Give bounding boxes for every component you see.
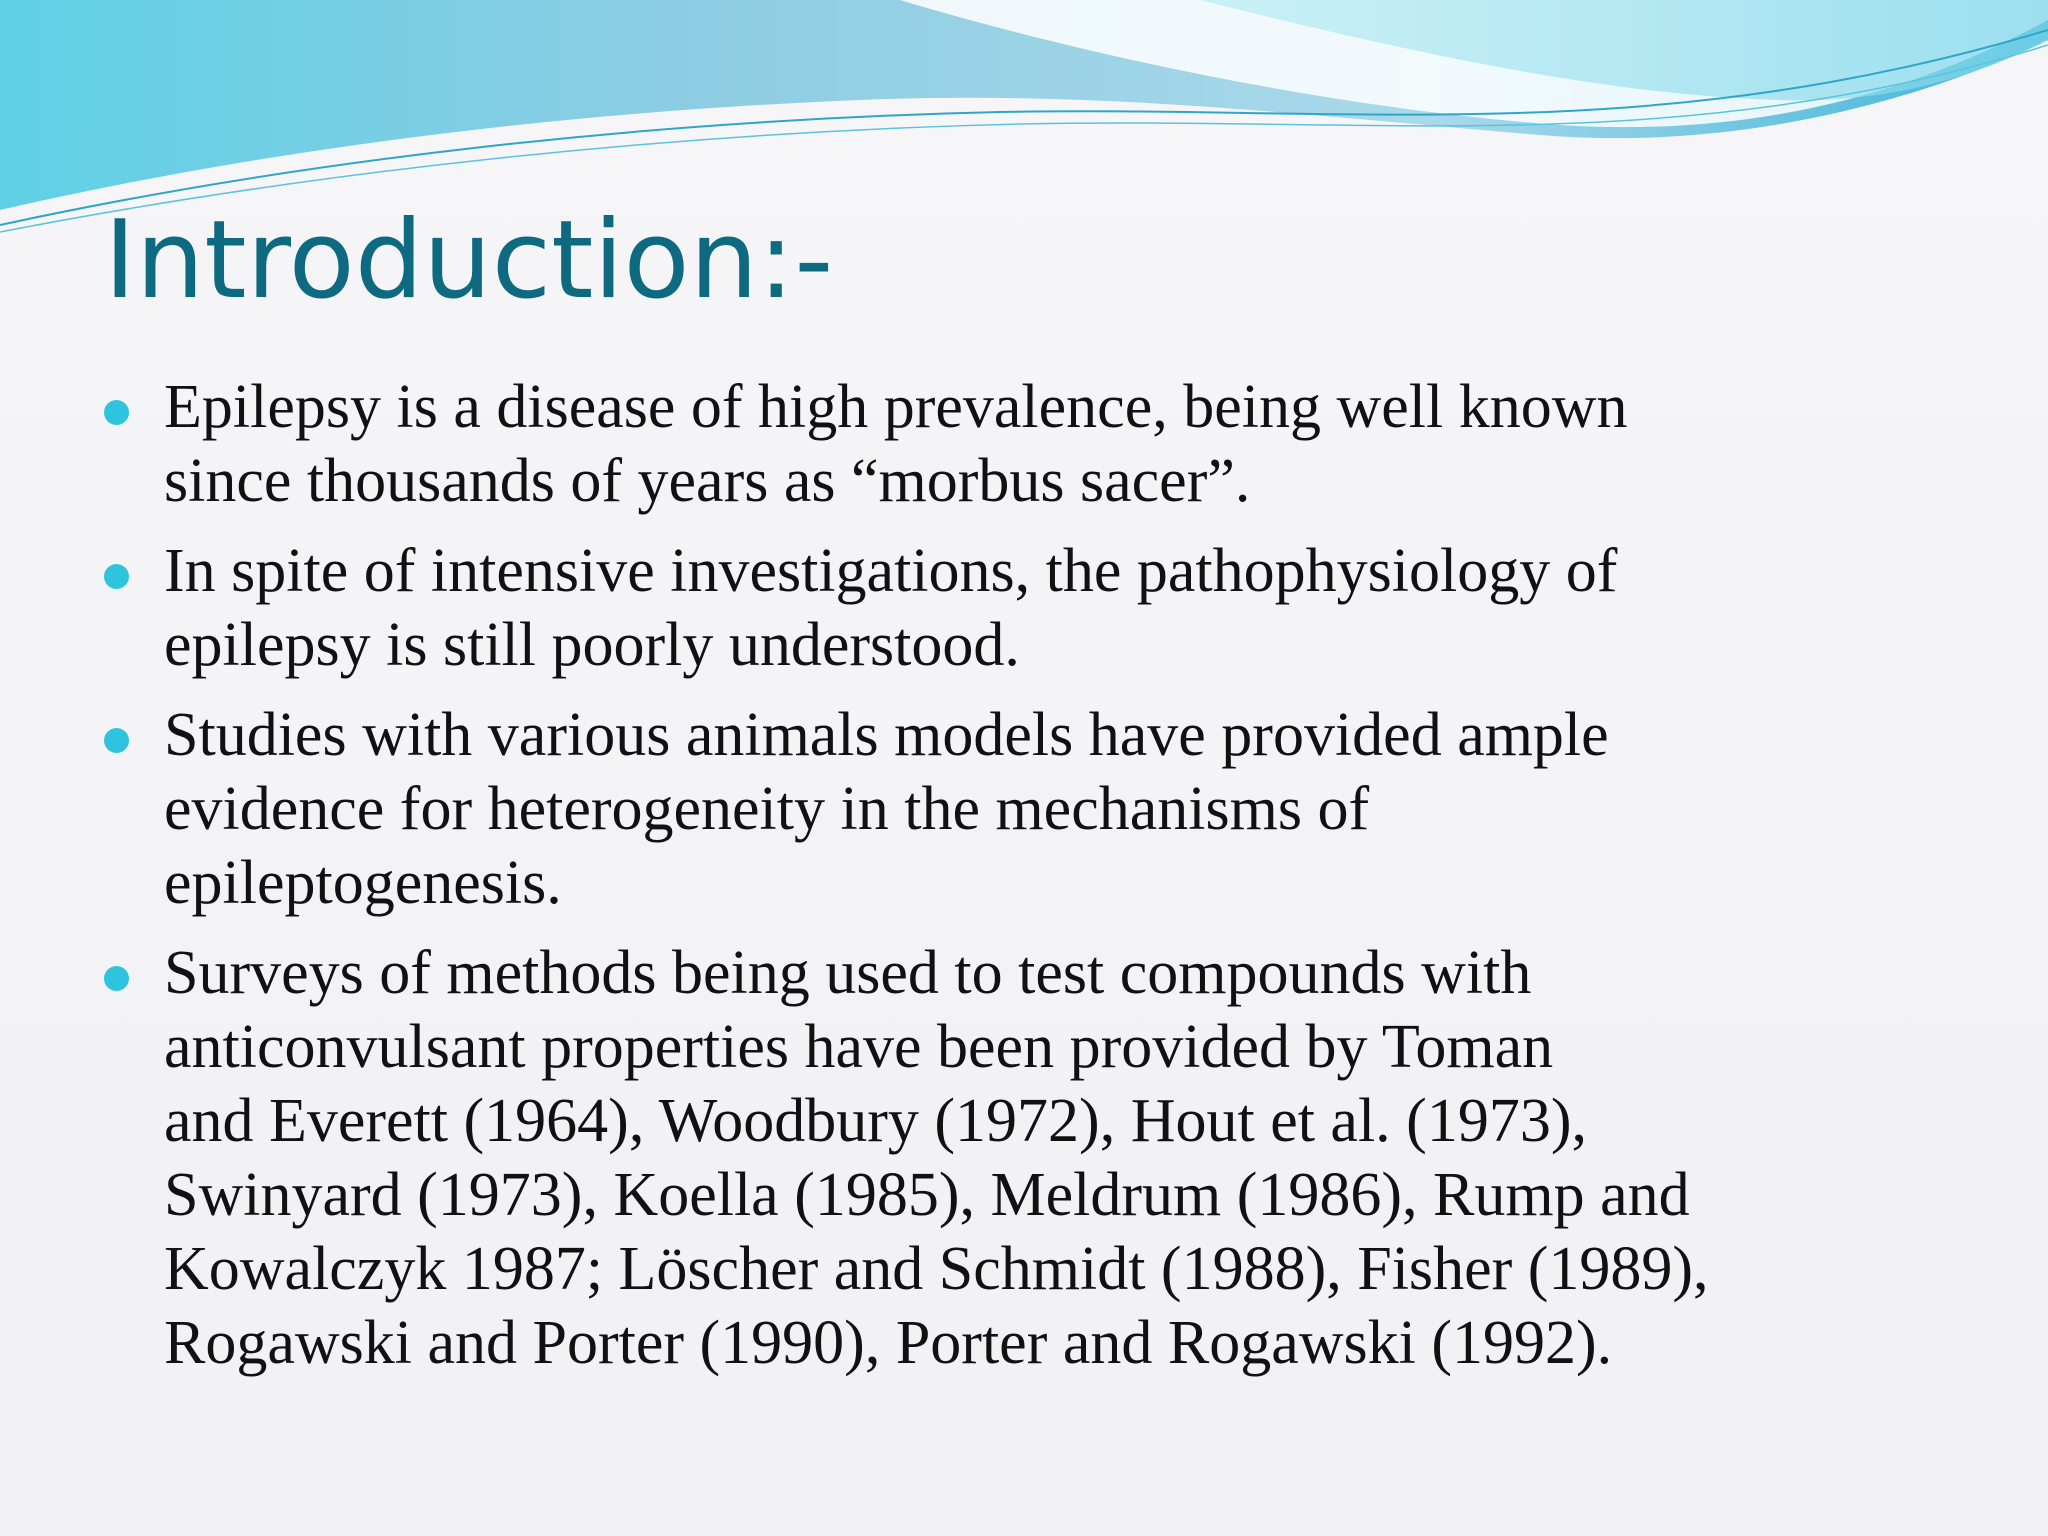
bullet-line: Swinyard (1973), Koella (1985), Meldrum (1986), Rump and bbox=[164, 1161, 1690, 1229]
bullet-item bbox=[104, 698, 1984, 920]
bullet-line: Studies with various animals models have provided ample bbox=[164, 701, 1609, 769]
bullet-line: anticonvulsant properties have been provided by Toman bbox=[164, 1013, 1554, 1081]
bullet-line: since thousands of years as “morbus sacer”. bbox=[164, 447, 1251, 515]
bullet-list bbox=[104, 370, 1984, 1396]
bullet-item bbox=[104, 370, 1984, 518]
bullet-line: epileptogenesis. bbox=[164, 849, 562, 917]
bullet-line: epilepsy is still poorly understood. bbox=[164, 611, 1020, 679]
bullet-line: Rogawski and Porter (1990), Porter and Rogawski (1992). bbox=[164, 1309, 1613, 1377]
bullet-dot-icon bbox=[104, 728, 129, 753]
bullet-line: evidence for heterogeneity in the mechanisms of bbox=[164, 775, 1370, 843]
bullet-line: and Everett (1964), Woodbury (1972), Hout et al. (1973), bbox=[164, 1087, 1587, 1155]
bullet-line: Epilepsy is a disease of high prevalence, being well known bbox=[164, 373, 1628, 441]
bullet-dot-icon bbox=[104, 400, 129, 425]
bullet-line: Kowalczyk 1987; Löscher and Schmidt (1988), Fisher (1989), bbox=[164, 1235, 1709, 1303]
bullet-item bbox=[104, 534, 1984, 682]
slide-title: Introduction:- bbox=[104, 198, 834, 323]
bullet-item bbox=[104, 936, 1984, 1380]
bullet-dot-icon bbox=[104, 966, 129, 991]
bullet-dot-icon bbox=[104, 564, 129, 589]
bullet-line: In spite of intensive investigations, the pathophysiology of bbox=[164, 537, 1618, 605]
bullet-line: Surveys of methods being used to test compounds with bbox=[164, 939, 1532, 1007]
